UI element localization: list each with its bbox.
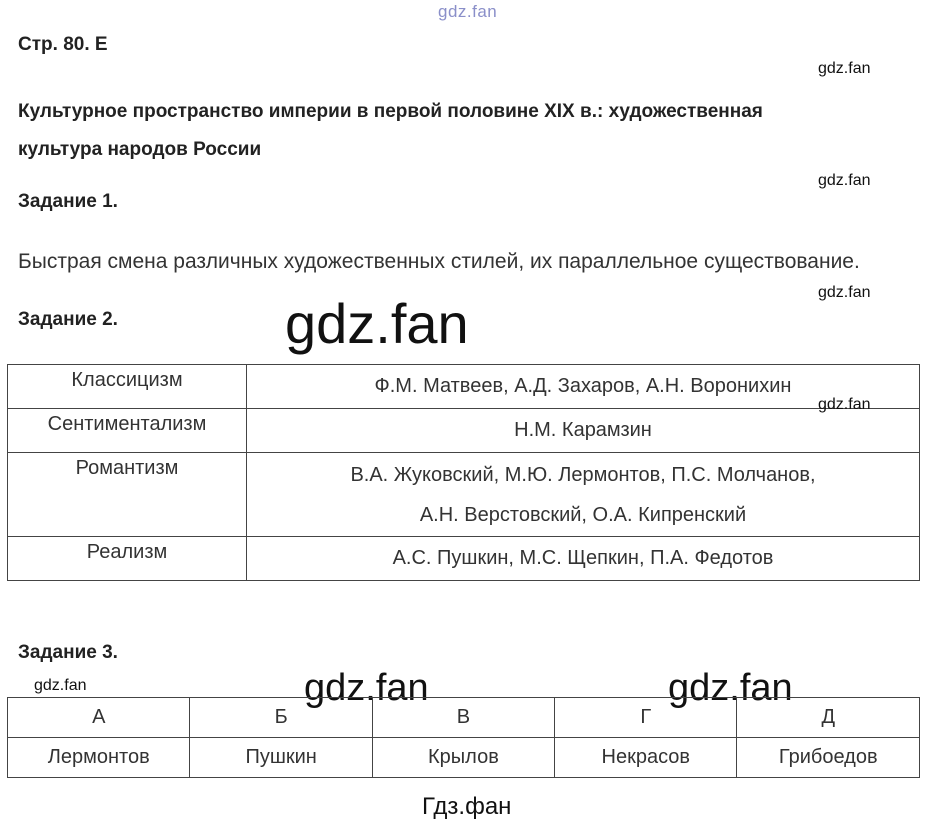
author-cell: Крылов: [372, 738, 554, 778]
names-cell: Ф.М. Матвеев, А.Д. Захаров, А.Н. Воронихин: [247, 365, 920, 409]
table-row: [8, 453, 920, 537]
style-cell: Реализм: [8, 537, 247, 581]
styles-table: [7, 364, 920, 581]
watermark-medium: gdz.fan: [668, 667, 793, 709]
table-row: [8, 409, 920, 453]
style-cell: Классицизм: [8, 365, 247, 409]
watermark-small: gdz.fan: [818, 396, 871, 413]
style-cell: Сентиментализм: [8, 409, 247, 453]
watermark-small: gdz.fan: [818, 60, 871, 77]
task1-answer: Быстрая смена различных художественных стилей, их параллельное существование.: [18, 250, 860, 273]
table-row-authors: [8, 738, 920, 778]
author-cell: Некрасов: [555, 738, 737, 778]
names-line: А.Н. Верстовский, О.А. Кипренский: [419, 503, 747, 526]
task3-heading: Задание 3.: [18, 642, 118, 663]
author-cell: Грибоедов: [737, 738, 920, 778]
page-reference: Стр. 80. Е: [18, 34, 108, 55]
names-line: В.А. Жуковский, М.Ю. Лермонтов, П.С. Молчанов,: [350, 463, 816, 486]
footer-watermark: Гдз.фан: [422, 793, 512, 820]
title-line-1: Культурное пространство империи в первой половине XIX в.: художественная: [18, 101, 763, 122]
watermark-top: gdz.fan: [438, 2, 498, 21]
names-cell: [247, 453, 920, 537]
author-cell: Пушкин: [190, 738, 372, 778]
watermark-large: gdz.fan: [285, 292, 469, 355]
names-cell: А.С. Пушкин, М.С. Щепкин, П.А. Федотов: [247, 537, 920, 581]
task2-heading: Задание 2.: [18, 309, 118, 330]
letter-cell: Д: [737, 698, 920, 738]
author-cell: Лермонтов: [8, 738, 190, 778]
watermark-small: gdz.fan: [818, 172, 871, 189]
table-row-letters: [8, 698, 920, 738]
style-cell: Романтизм: [8, 453, 247, 537]
title-line-2: культура народов России: [18, 139, 262, 160]
authors-table: [7, 697, 920, 778]
table-row: [8, 365, 920, 409]
page-title: [18, 93, 763, 169]
names-cell: Н.М. Карамзин: [247, 409, 920, 453]
watermark-medium: gdz.fan: [304, 667, 429, 709]
table-row: [8, 537, 920, 581]
letter-cell: Б: [190, 698, 372, 738]
letter-cell: Г: [555, 698, 737, 738]
letter-cell: В: [372, 698, 554, 738]
letter-cell: А: [8, 698, 190, 738]
task1-heading: Задание 1.: [18, 191, 118, 212]
watermark-small: gdz.fan: [818, 284, 871, 301]
watermark-small: gdz.fan: [34, 677, 87, 694]
